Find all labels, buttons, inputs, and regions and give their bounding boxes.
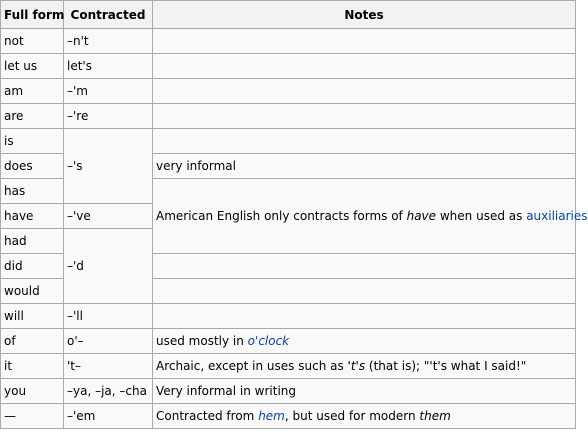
- table-row: [1, 129, 576, 154]
- notes-emphasis: them: [419, 409, 451, 423]
- contracted-cell: –'em: [64, 404, 153, 429]
- notes-cell: [153, 54, 576, 79]
- full-form-cell: am: [1, 79, 64, 104]
- table-row: [1, 329, 576, 354]
- notes-cell: [153, 179, 588, 254]
- contracted-cell: –n't: [64, 29, 153, 54]
- full-form-cell: it: [1, 354, 64, 379]
- contracted-cell: let's: [64, 54, 153, 79]
- full-form-cell: —: [1, 404, 64, 429]
- notes-cell: [153, 129, 576, 154]
- table-row: [1, 104, 576, 129]
- column-header-notes: Notes: [153, 1, 576, 29]
- contracted-cell: –'ll: [64, 304, 153, 329]
- column-header-contracted: Contracted: [64, 1, 153, 29]
- contracted-cell: –ya, –ja, –cha: [64, 379, 153, 404]
- full-form-cell: does: [1, 154, 64, 179]
- notes-text: Archaic, except in uses such as: [156, 359, 348, 373]
- notes-cell: [153, 29, 576, 54]
- contracted-cell: 't–: [64, 354, 153, 379]
- table-row: [1, 354, 576, 379]
- full-form-cell: are: [1, 104, 64, 129]
- table-row: [1, 304, 576, 329]
- notes-cell: [153, 79, 576, 104]
- contracted-cell: –'m: [64, 79, 153, 104]
- table-row: [1, 79, 576, 104]
- full-form-cell: had: [1, 229, 64, 254]
- notes-text: when used as: [436, 209, 527, 223]
- contracted-cell: –'d: [64, 229, 153, 304]
- full-form-cell: not: [1, 29, 64, 54]
- notes-text: American English only contracts forms of: [156, 209, 407, 223]
- auxiliaries-link[interactable]: auxiliaries: [526, 209, 588, 223]
- notes-cell: [153, 329, 576, 354]
- contracted-cell: –'s: [64, 129, 153, 204]
- contracted-cell: –'ve: [64, 204, 153, 229]
- notes-cell: [153, 404, 576, 429]
- column-header-full-form: Full form: [1, 1, 64, 29]
- full-form-cell: have: [1, 204, 64, 229]
- notes-text: used mostly in: [156, 334, 248, 348]
- contracted-cell: –'re: [64, 104, 153, 129]
- notes-cell: [153, 254, 576, 279]
- notes-cell: [153, 354, 576, 379]
- full-form-cell: has: [1, 179, 64, 204]
- oclock-link[interactable]: o'clock: [247, 334, 290, 348]
- notes-emphasis: 't's: [347, 359, 366, 373]
- contracted-cell: o'–: [64, 329, 153, 354]
- full-form-cell: would: [1, 279, 64, 304]
- notes-text: (that is); "'t's what I said!": [365, 359, 527, 373]
- table-row: [1, 54, 576, 79]
- hem-link[interactable]: hem: [258, 409, 285, 423]
- notes-cell: very informal: [153, 154, 576, 179]
- full-form-cell: let us: [1, 54, 64, 79]
- table-row: [1, 379, 576, 404]
- notes-text: Contracted from: [156, 409, 259, 423]
- full-form-cell: you: [1, 379, 64, 404]
- notes-cell: Very informal in writing: [153, 379, 576, 404]
- notes-emphasis: have: [406, 209, 437, 223]
- notes-cell: [153, 279, 576, 304]
- notes-cell: [153, 104, 576, 129]
- full-form-cell: will: [1, 304, 64, 329]
- table-row: [1, 29, 576, 54]
- notes-text: , but used for modern: [284, 409, 420, 423]
- notes-cell: [153, 304, 576, 329]
- full-form-cell: is: [1, 129, 64, 154]
- full-form-cell: of: [1, 329, 64, 354]
- table-row: [1, 404, 576, 429]
- table-header-row: [1, 1, 576, 29]
- full-form-cell: did: [1, 254, 64, 279]
